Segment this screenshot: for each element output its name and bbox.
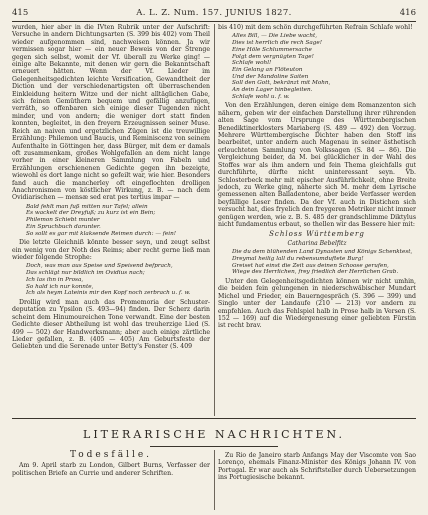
- poem-subtitle: Catharina Bebelfitz: [287, 239, 347, 247]
- bottom-column-divider: [214, 450, 215, 510]
- running-title: A. L. Z. Num. 157. JUNIUS 1827.: [136, 8, 292, 18]
- verse-line: Folgt dem vergnügten Tage!: [232, 53, 314, 60]
- verse-line: An dein Lager hinbegleiten.: [232, 87, 313, 94]
- bottom-left-column: [12, 452, 210, 477]
- verse-line: Schlafe wohl!: [232, 60, 272, 67]
- verse-line: Ich als heym Lateinis mir den Kopf noch zerbrach u. f. w.: [26, 290, 191, 297]
- section-rule-top: [12, 418, 416, 419]
- obituary-text-left: Am 9. April starb zu London, Gilbert Burns, Verfasser der politischen Briefe an Currie und anderer Schriften.: [12, 462, 210, 477]
- obituaries-heading: Todesfälle.: [69, 450, 153, 460]
- left-paragraph-3: Drollig wird man auch das Promemoria der Schuster-deputation zu Ypsilon (S. 493—94) finden. Der Scherz darin scheint dem Hinumoureichen Tone verwandt. Eine der besten Gedichte dieser Abtheilung ist wohl das treuherzige Lied (S. 499 — 502) der Handwerksmann; aber auch einige zärtliche Lieder gefallen, z. B. (405 — 405) Am Geburtsfeste der Geliebten und die Serenade unter Betty's Fenster (S. 409: [12, 299, 210, 351]
- left-paragraph-2: Die letzte Gleichniß könnte besser seyn, und zeugt selbst ein wenig von der Noth des Reims; aber recht gerne ließ man wieder folgende Strophe:: [12, 239, 210, 262]
- verse-line: Es wackelt der Dreyfuß; zu kurz ist ein Bein;: [26, 210, 156, 217]
- obituary-text-right: Zu Rio de Janeiro starb Anfangs May der Viscomte von Sao Lorenço, ehemals Finanz-Minister des Königs Johann IV. von Portugal. Er war auch als Schriftsteller durch Uebersetzungen ins Portugiesische bekannt.: [218, 452, 416, 482]
- verse-line: Ich las ihn in Prosa,: [26, 276, 84, 283]
- verse-line: Greiset hat einst die Zeit aus deinen Schoose gerufen,: [232, 262, 389, 269]
- left-column: [12, 24, 210, 352]
- right-verse-2: [232, 249, 416, 276]
- right-paragraph-1: bis 410) mit dem schön durchgeführten Refrain Schlafe wohl!: [218, 24, 413, 31]
- header-rule: [12, 21, 416, 22]
- section-rule-bottom: [150, 446, 278, 447]
- right-column: [218, 24, 416, 331]
- bottom-right-column: [218, 452, 416, 482]
- left-paragraph-1: wurden, hier aber in die IVten Rubrik unter der Aufschrift: Versuche in andern Dichtungsarten (S. 399 bis 402) vom Theil wieder aufgenommen sind, nachweisen können. Ja wir vermissen sogar hier — ein neuer Beweis von der Strenge gegen sich selbst, womit der Vf. überall zu Werke ging! — einige alte Bekannte, mit denen wir gern die Bekanntschaft erneuert hätten. Wenn der Vf. Lieder im Gelegenheitsgedichten leichte Versification, Gewandtheit der Diction und der verschiedenartigsten oft überraschenden Einkleidung heitern Witze und der nicht alltäglichen Gabe, sich feinen Gemüthern bequem und gefällig anzufügen, verräth, so offenbaren sich einige dieser Tugenden nicht minder, und von andern; die weniger dort statt finden konnten, begleitet, in den freyern Erzeugnissen seiner Muse. Reich an naiven und ergetzlichen Zügen ist die treuwillige Erzählung: Philemon und Baucis, und Reminiscenz von seinem Aufenthalte in Göttingen her, dass Bürger, mit dem er damals oft zusammenkam, großes Wohlgefallen an dem nicht lange vorher in einer kleineren Sammlung von Fabeln und Erzählungen erschienenen Gedichte gegen ihn bezeigte, wiewohl es dort lange nicht so gefeilt war, wie hier. Besonders fand auch die mancherley oft eingeflochten drolligen Anachronismen von köstlicher Wirkung, z. B. — nach dem Ovidiarischen — mensæ sed erat pes tertius impar —: [12, 24, 210, 202]
- section-title: LITERARISCHE NACHRICHTEN.: [83, 428, 345, 441]
- verse-line: Soll den Gott, bekränzt mit Mohn,: [232, 80, 331, 87]
- verse-line: Bald fehlt man fuß mitten nur Tafel; allein: [26, 203, 148, 210]
- verse-line: Und der Mandoline Saiten: [232, 73, 309, 80]
- verse-line: Dies ist herrlich die rech Sage!: [232, 40, 323, 47]
- verse-line: Alles Bill, — Die Liebe wacht,: [232, 33, 318, 40]
- left-verse-1: [26, 204, 210, 238]
- verse-line: Ein Spruchbuch darunter.: [26, 223, 101, 230]
- right-paragraph-3: Unter den Gelegenheitsgedichten können wir nicht umhin, die beiden fein gelungenen in niederschwäbischer Mundart Michel und Frieder, ein Bauerngespräch (S. 396 — 399) und Singlo unter der Landaufe (210 — 213) vor andern zu empfehlen. Auch das Fehlspiel halb in Prose halb in Versen (S. 152 — 169) auf die Wiedergenesung einer geliebten Fürstin ist recht brav.: [218, 277, 416, 330]
- verse-line: Die du dem blühenden Land Dynasten und Königs Schenktest,: [232, 249, 413, 256]
- right-verse-1: [232, 33, 416, 100]
- left-verse-2: [26, 263, 210, 297]
- verse-line: Ein Gelang an Flöteuton: [232, 66, 303, 73]
- verse-line: Eine Höle Schlummersache: [232, 46, 312, 53]
- right-paragraph-2: Von den Erzählungen, deren einige dem Romanzenton sich nähern, geben wir der einfachen Darstellung ihrer rührenden alten Sage vom Ursprunge des Württembergischen Benediktinerklosters Mariaberg (S. 489 — 492) den Vorzug. Mehrere Württembergische Dichter haben den Stoff ins bearbeitet, unter andern auch Magenau in seiner ästhetisch erleuchteten Sammlung von Volkssagen (S. 84 — 86). Die Vergleichung beider, da M. bei glücklicher in der Wahl des Stoffes war als ihm andern und fein Thema gleichfalls gut durchführte, dürfte nicht uninteressant seyn. Vb. Schlosterbeck mehr mit epischer Ausführlichkeit, ohne Breite jedoch, zu Werke ging, näherte sich M. mehr dem Lyrische gemessenen alten Balladentone, aber beide Verfasser werden beyfällige Leser finden. Da der Vf. auch in Distichen sich versucht hat, dies fryelich den freygeren Metriker nicht immer genügen werden, wie z. B. S. 485 der grandschlimme Diktylus nicht fundamentus erbaut, so thellen wir das Bessere hier mit:: [218, 102, 416, 228]
- verse-line: Das schlägt nur bildlich im Ovidius nach;: [26, 270, 145, 277]
- verse-line: Schlafe wohl u. f. w.: [232, 93, 290, 100]
- verse-line: Doch, was man aus Speise und Speisend befprach,: [26, 263, 173, 270]
- page-number-right: 416: [399, 8, 416, 18]
- page-number-left: 415: [12, 8, 29, 18]
- page-header: [12, 6, 416, 20]
- column-divider: [214, 24, 215, 416]
- verse-line: So hald ich nur konnte,: [26, 283, 94, 290]
- verse-line: So sollt es gar mit klaksende Reimen durch: — fein!: [26, 230, 177, 237]
- poem-title: Schloss Württemberg: [269, 230, 365, 239]
- verse-line: Dreymal heilig lall du rebensumduftete Burg!: [232, 255, 364, 262]
- verse-line: Philemon Schiebt munter: [26, 217, 100, 224]
- verse-line: Wiege des Herrlichen, frey friedlich der Herrlichen Grab.: [232, 269, 399, 276]
